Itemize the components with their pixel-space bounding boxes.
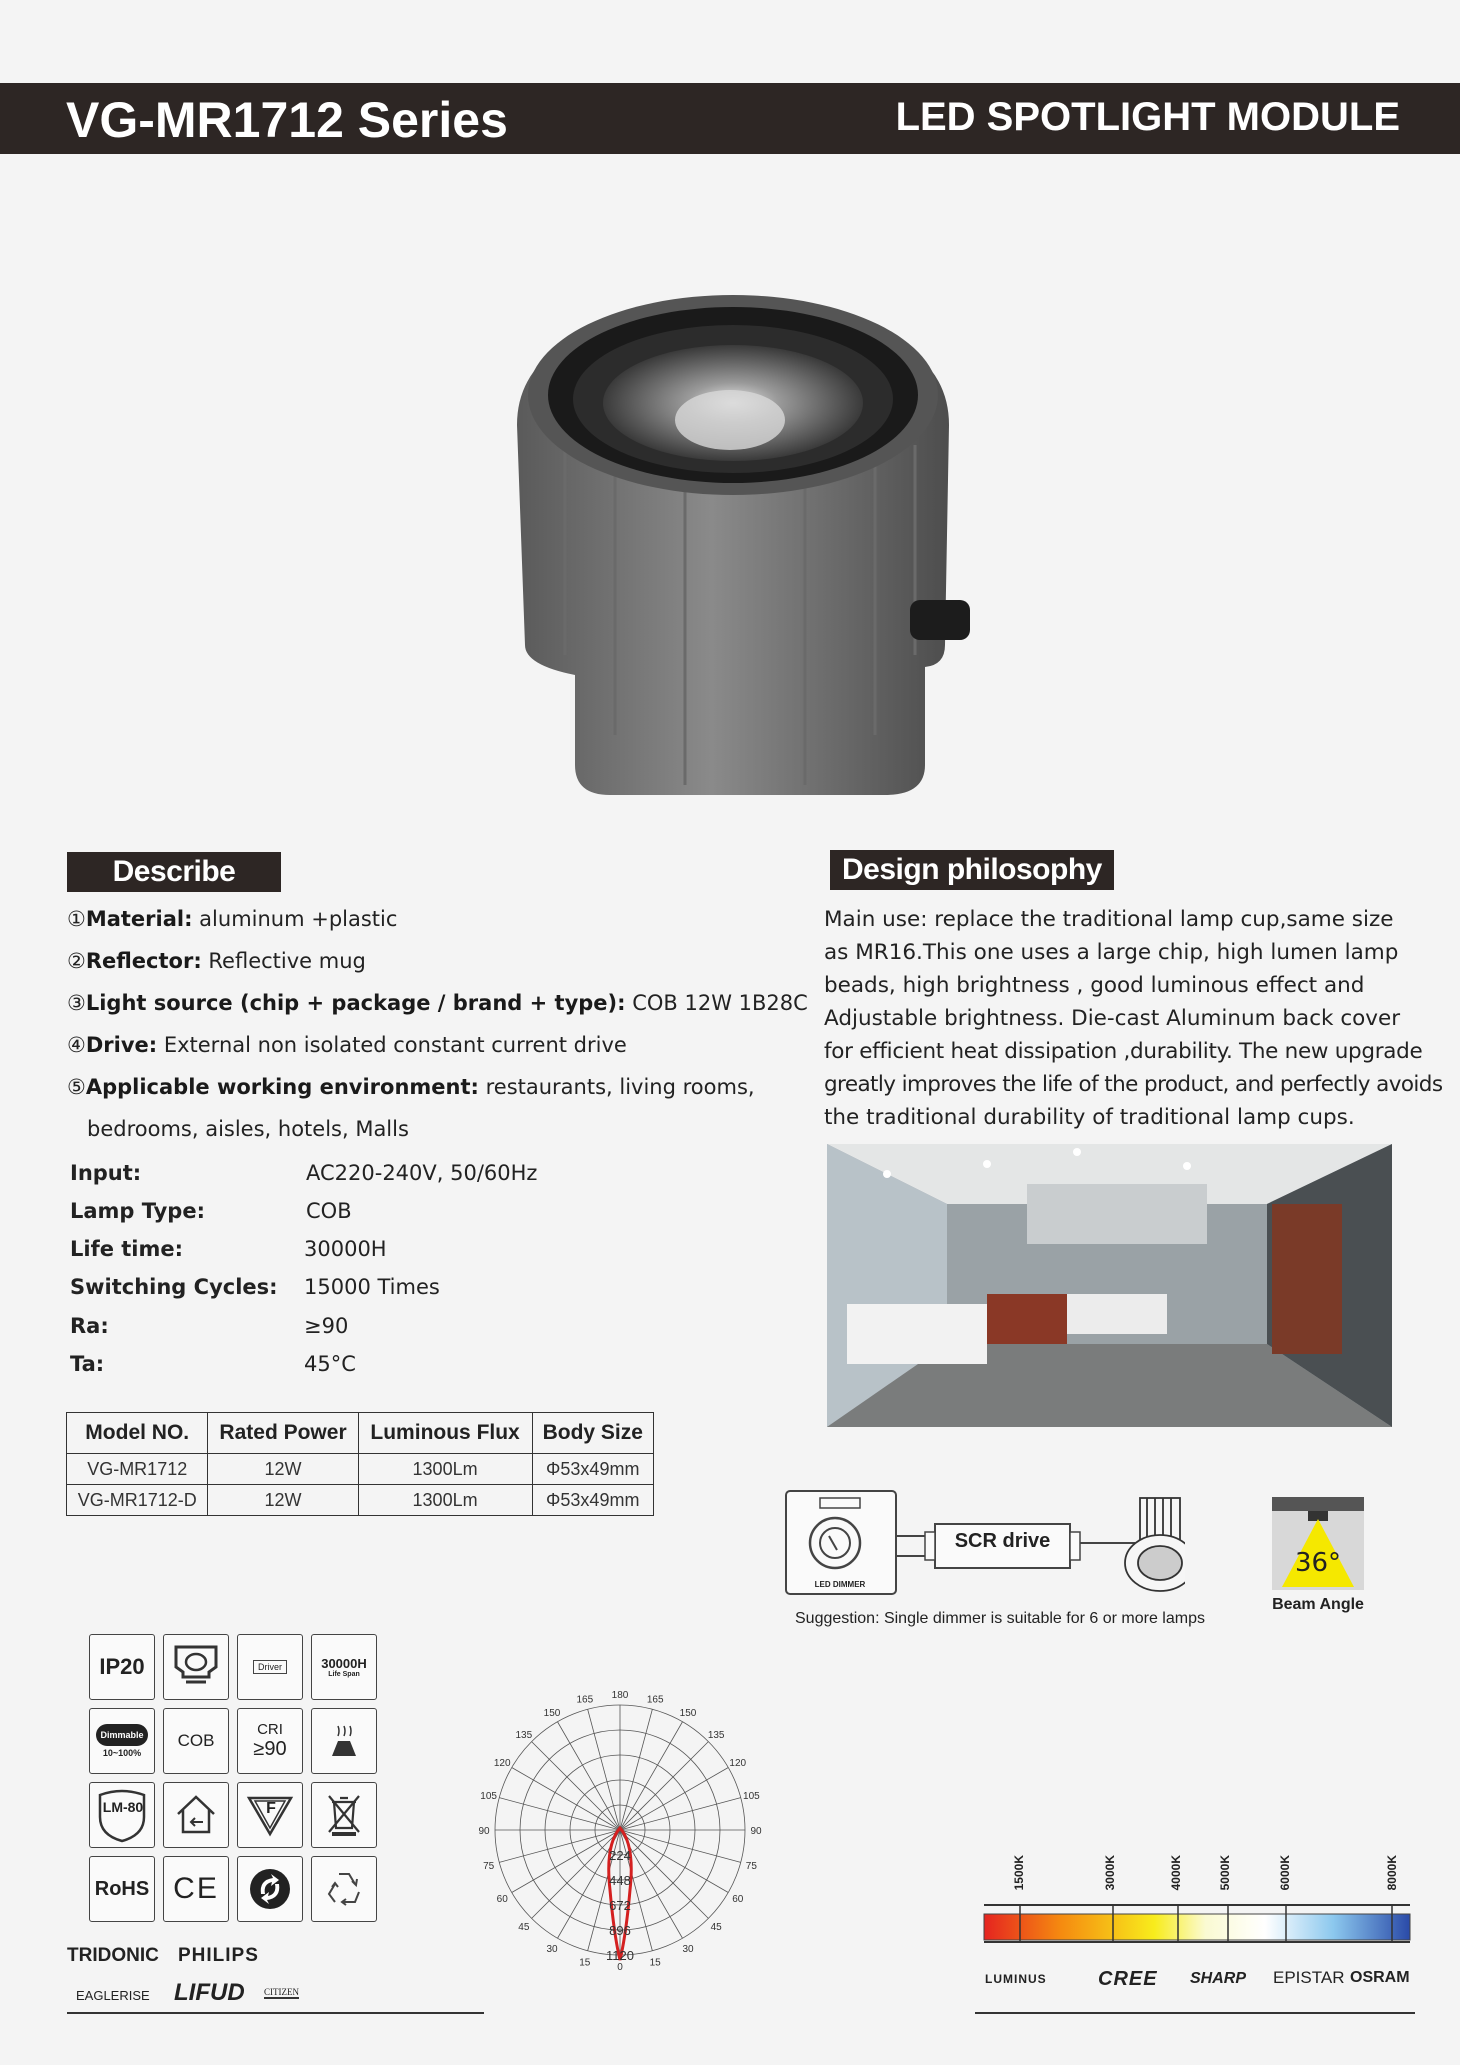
lm80-icon (89, 1782, 155, 1848)
table-cell: Φ53x49mm (532, 1454, 653, 1485)
brand-sharp: SHARP (1190, 1970, 1247, 1987)
color-temp-label: 8000K (1385, 1855, 1399, 1891)
divider-right (975, 2012, 1415, 2014)
table-header: Rated Power (208, 1413, 358, 1454)
color-temp-label: 3000K (1103, 1855, 1117, 1891)
polar-spoke (620, 1768, 728, 1831)
design-text (824, 903, 1442, 1134)
design-line: as MR16.This one uses a large chip, high lumen lamp (824, 940, 1399, 965)
brand-philips: PHILIPS (178, 1945, 259, 1966)
spec-value-lamp-type: COB (306, 1199, 352, 1223)
scr-drive-label: SCR drive (954, 1530, 1051, 1552)
polar-angle-label: 135 (707, 1729, 725, 1741)
model-table (66, 1412, 654, 1516)
describe-item-environment-cont: bedrooms, aisles, hotels, Malls (87, 1117, 409, 1141)
polar-angle-label: 165 (576, 1694, 594, 1706)
brand-eaglerise: EAGLERISE (76, 1988, 150, 2003)
polar-radial-label: 448 (609, 1873, 631, 1888)
table-cell: 12W (208, 1454, 358, 1485)
f-mark-icon (237, 1782, 303, 1848)
polar-angle-label: 30 (682, 1943, 694, 1955)
polar-spoke (620, 1709, 652, 1830)
table-cell: VG-MR1712-D (67, 1485, 208, 1516)
polar-radial-label: 672 (609, 1898, 631, 1913)
dimmable-label: Dimmable (96, 1724, 147, 1746)
brand-citizen: CITIZEN (264, 1987, 299, 1997)
rohs-icon (89, 1856, 155, 1922)
ce-label: CE (173, 1872, 219, 1905)
polar-spoke (499, 1798, 620, 1830)
describe-item-environment: ⑤Applicable working environment: restaurants, living rooms, (67, 1075, 755, 1099)
cri-icon (237, 1708, 303, 1774)
cri-value: ≥90 (253, 1738, 287, 1760)
table-cell: 12W (208, 1485, 358, 1516)
spec-value-life-time: 30000H (304, 1237, 387, 1261)
brand-osram: OSRAM (1350, 1969, 1410, 1986)
table-header-row (67, 1413, 654, 1454)
product-category: LED SPOTLIGHT MODULE (895, 95, 1400, 139)
spec-label-lamp-type: Lamp Type: (70, 1199, 205, 1223)
design-heading: Design philosophy (830, 850, 1114, 890)
product-image (505, 295, 970, 805)
divider-left (67, 2012, 484, 2014)
polar-spoke (588, 1709, 620, 1830)
polar-radial-label: 1120 (606, 1948, 634, 1963)
polar-spoke (512, 1768, 620, 1831)
color-temperature-bar (980, 1900, 1415, 1948)
polar-angle-label: 105 (743, 1790, 760, 1802)
life-span-label: Life Span (328, 1671, 360, 1678)
describe-item-material: ①Material: aluminum +plastic (67, 907, 398, 931)
color-temp-label: 1500K (1012, 1855, 1026, 1891)
polar-angle-label: 30 (546, 1943, 558, 1955)
polar-spoke (532, 1830, 620, 1918)
polar-spoke (620, 1742, 708, 1830)
spec-label-ta: Ta: (70, 1352, 105, 1376)
cob-icon (163, 1708, 229, 1774)
table-header: Body Size (532, 1413, 653, 1454)
table-cell: Φ53x49mm (532, 1485, 653, 1516)
spec-label-life-time: Life time: (70, 1237, 184, 1261)
table-row (67, 1485, 654, 1516)
polar-angle-label: 105 (480, 1790, 497, 1802)
polar-angle-label: 15 (579, 1957, 591, 1969)
rohs-label: RoHS (94, 1877, 150, 1900)
ip20-icon (89, 1634, 155, 1700)
lm80-label: LM-80 (102, 1799, 144, 1815)
polar-distribution-chart (470, 1690, 770, 1975)
polar-spoke (558, 1722, 621, 1830)
polar-angle-label: 150 (543, 1708, 561, 1720)
color-temp-label: 5000K (1218, 1855, 1232, 1891)
polar-spoke (512, 1830, 620, 1893)
design-line: greatly improves the life of the product, and perfectly avoids (824, 1072, 1443, 1097)
spec-value-input: AC220-240V, 50/60Hz (306, 1161, 538, 1185)
table-header: Luminous Flux (358, 1413, 532, 1454)
design-line: Adjustable brightness. Die-cast Aluminum back cover (824, 1006, 1401, 1031)
wiring-suggestion: Suggestion: Single dimmer is suitable for 6 or more lamps (795, 1610, 1205, 1627)
brand-epistar: EPISTAR (1273, 1968, 1345, 1987)
spec-label-switching: Switching Cycles: (70, 1275, 278, 1299)
table-cell: 1300Lm (358, 1485, 532, 1516)
color-temp-label: 6000K (1278, 1855, 1292, 1891)
describe-heading: Describe (67, 852, 281, 892)
spec-value-ta: 45°C (304, 1352, 356, 1376)
life-span-value: 30000H (321, 1656, 367, 1671)
spec-label-input: Input: (70, 1161, 142, 1185)
polar-angle-label: 120 (729, 1758, 747, 1769)
polar-angle-label: 90 (478, 1826, 490, 1837)
polar-angle-label: 45 (710, 1922, 722, 1934)
design-line: for efficient heat dissipation ,durability. The new upgrade (824, 1039, 1423, 1064)
brand-cree: CREE (1098, 1968, 1158, 1990)
polar-spoke (620, 1722, 683, 1830)
design-line: the traditional durability of traditional lamp cups. (824, 1105, 1355, 1130)
cri-label: CRI (257, 1721, 283, 1738)
spec-label-ra: Ra: (70, 1314, 109, 1338)
describe-item-drive: ④Drive: External non isolated constant current drive (67, 1033, 627, 1057)
table-cell: VG-MR1712 (67, 1454, 208, 1485)
dimmable-icon (89, 1708, 155, 1774)
describe-item-light-source: ③Light source (chip + package / brand + type): COB 12W 1B28C (67, 991, 808, 1015)
brand-lifud: LIFUD (174, 1979, 245, 2006)
application-photo (827, 1144, 1392, 1427)
cob-label: COB (177, 1731, 215, 1750)
polar-angle-label: 75 (745, 1861, 757, 1873)
polar-angle-label: 15 (649, 1957, 661, 1969)
indoor-use-icon (163, 1782, 229, 1848)
table-header: Model NO. (67, 1413, 208, 1454)
table-row (67, 1454, 654, 1485)
f-mark-label: F (266, 1800, 276, 1817)
driver-icon (237, 1634, 303, 1700)
polar-spoke (620, 1798, 741, 1830)
header-bar (0, 83, 1460, 154)
weee-bin-icon (311, 1782, 377, 1848)
polar-angle-label: 135 (515, 1729, 533, 1741)
life-span-icon (311, 1634, 377, 1700)
dimmer-label: LED DIMMER (814, 1580, 866, 1589)
heat-dissipation-icon (311, 1708, 377, 1774)
beam-angle-label: Beam Angle (1272, 1596, 1364, 1613)
design-line: beads, high brightness , good luminous effect and (824, 973, 1365, 998)
polar-angle-label: 45 (518, 1922, 530, 1934)
polar-spoke (532, 1742, 620, 1830)
table-cell: 1300Lm (358, 1454, 532, 1485)
brand-tridonic: TRIDONIC (67, 1945, 159, 1966)
polar-radial-label: 896 (609, 1923, 631, 1938)
spec-value-switching: 15000 Times (304, 1275, 440, 1299)
color-temp-label: 4000K (1169, 1855, 1183, 1891)
beam-angle-value: 36° (1294, 1548, 1342, 1578)
describe-item-reflector: ②Reflector: Reflective mug (67, 949, 366, 973)
design-line: Main use: replace the traditional lamp cup,same size (824, 907, 1394, 932)
polar-angle-label: 0 (617, 1962, 623, 1973)
polar-angle-label: 120 (493, 1758, 511, 1769)
dimmable-range: 10~100% (102, 1748, 142, 1758)
polar-spoke (620, 1830, 708, 1918)
fixture-icon (163, 1634, 229, 1700)
ce-icon (163, 1856, 229, 1922)
polar-angle-label: 150 (679, 1708, 697, 1720)
polar-spoke (499, 1830, 620, 1862)
polar-angle-label: 90 (750, 1826, 762, 1837)
green-dot-icon (237, 1856, 303, 1922)
polar-spoke (620, 1830, 728, 1893)
polar-radial-label: 224 (609, 1848, 631, 1863)
spec-value-ra: ≥90 (304, 1314, 349, 1338)
polar-angle-label: 60 (732, 1894, 744, 1905)
recycle-icon (311, 1856, 377, 1922)
driver-label: Driver (253, 1660, 287, 1674)
product-title: VG-MR1712 Series (66, 92, 508, 148)
polar-angle-label: 75 (483, 1861, 495, 1873)
polar-angle-label: 60 (496, 1894, 508, 1905)
brand-luminus: LUMINUS (985, 1972, 1047, 1986)
polar-angle-label: 165 (646, 1694, 664, 1706)
polar-spoke (620, 1830, 741, 1862)
ip20-label: IP20 (99, 1654, 145, 1679)
polar-angle-label: 180 (611, 1690, 629, 1701)
